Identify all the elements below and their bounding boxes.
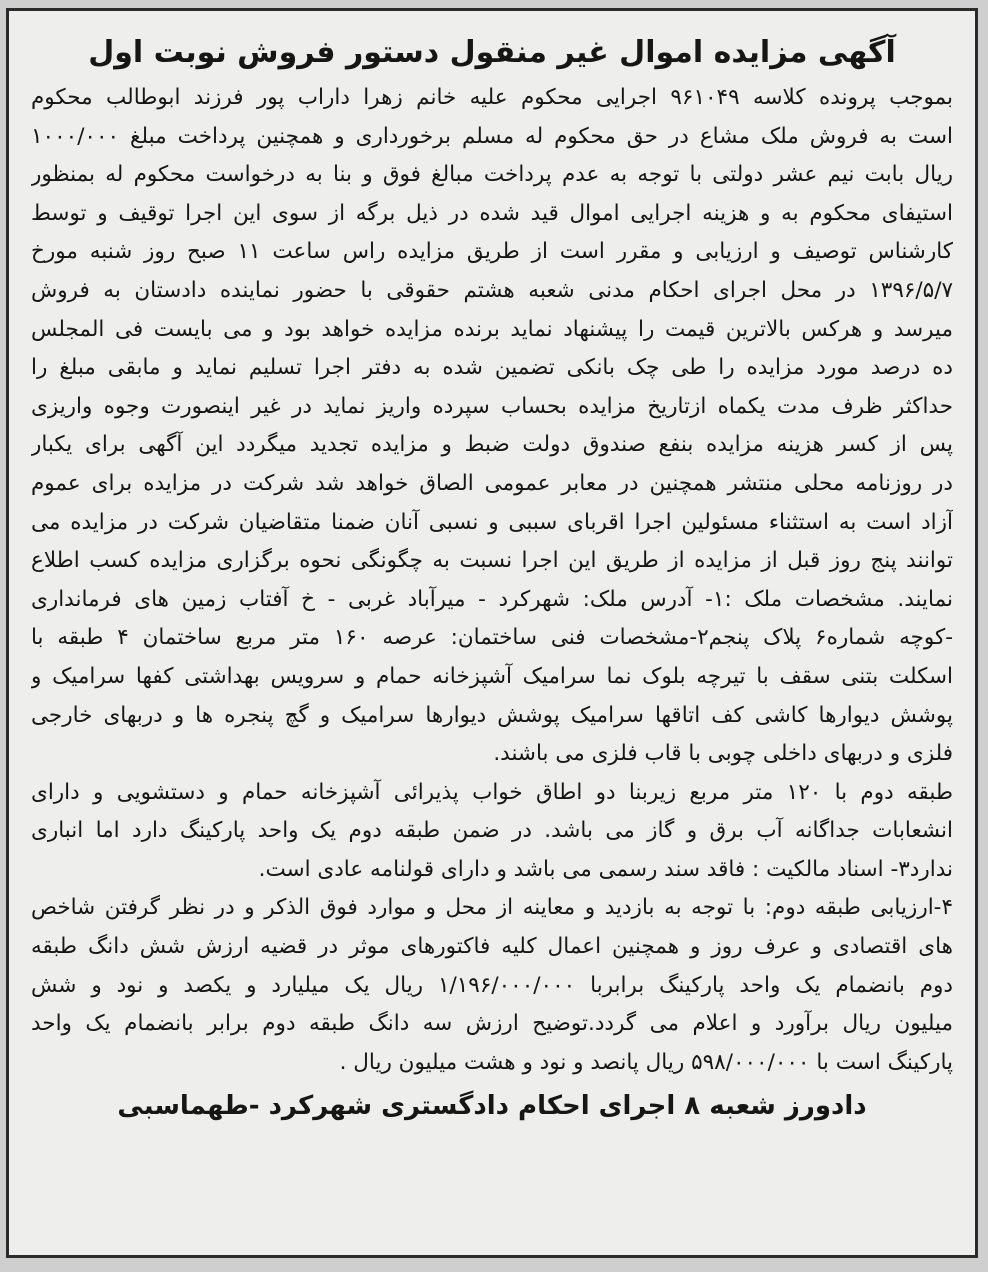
body-line: ۱۳۹۶/۵/۷ در محل اجرای احکام مدنی شعبه هشتم حقوقی با حضور نماینده دادستان به فروش (31, 277, 953, 303)
body-line: در روزنامه محلی منتشر همچنین در معابر عمومی الصاق خواهد شد شرکت در مزایده برای عموم (31, 470, 953, 496)
body-line: توانند پنج روز قبل از مزایده از طریق این اجرا نسبت به چگونگی نحوه برگزاری مزایده کسب اطلاع (31, 548, 953, 574)
body-line: نمایند. مشخصات ملک :۱- آدرس ملک: شهرکرد - میرآباد غربی - خ آفتاب زمین های فرمانداری (31, 586, 953, 612)
body-line: ده درصد مورد مزایده را طی چک بانکی تضمین شده به دفتر اجرا تسلیم نماید و مابقی مبلغ را (31, 355, 953, 381)
body-line: -کوچه شماره۶ پلاک پنجم۲-مشخصات فنی ساختمان: عرصه ۱۶۰ متر مربع ساختمان ۴ طبقه با (31, 625, 953, 651)
notice-signature: دادورز شعبه ۸ اجرای احکام دادگستری شهرکرد -طهماسبی (117, 1091, 867, 1122)
notice-clipping (6, 8, 978, 1258)
notice-body (31, 79, 953, 1082)
body-line: دوم بانضمام یک واحد پارکینگ برابربا ۱/۱۹۶/۰۰۰/۰۰۰ ریال یک میلیارد و یکصد و نود و شش (31, 972, 953, 998)
body-line: حداکثر ظرف مدت یکماه ازتاریخ مزایده بحساب سپرده واریز نماید در غیر اینصورت وجوه واریزی (31, 393, 953, 419)
body-line: فلزی و دربهای داخلی چوبی با قاب فلزی می باشند. (493, 741, 953, 767)
notice-title: آگهی مزایده اموال غیر منقول دستور فروش نوبت اول (88, 35, 896, 70)
body-line: پوشش دیوارها کاشی کف اتاقها سرامیک پوشش دیوارها سرامیک و گچ پنجره ها و دربهای خارجی (31, 702, 953, 728)
body-line: طبقه دوم با ۱۲۰ متر مربع زیربنا دو اطاق خواب پذیرائی آشپزخانه حمام و دستشویی و دارای (31, 779, 953, 805)
body-line: بموجب پرونده کلاسه ۹۶۱۰۴۹ اجرایی محکوم علیه خانم زهرا داراب پور فرزند ابوطالب محکوم (31, 85, 953, 110)
body-line: آزاد است به استثناء مسئولین اجرا اقربای سببی و نسبی آنان ضمنا متقاضیان شرکت در مزایده می (31, 509, 953, 535)
body-line: استیفای محکوم به و هزینه اجرایی اموال قید شده در ذیل برگه از سوی این اجرا توقیف و توسط (31, 200, 953, 226)
body-line: میرسد و هرکس بالاترین قیمت را پیشنهاد نماید برنده مزایده خواهد بود و می بایست فی المجلس (31, 316, 953, 342)
body-line: کارشناس توصیف و ارزیابی و مقرر است از طریق مزایده راس ساعت ۱۱ صبح روز شنبه مورخ (31, 239, 953, 265)
body-line: ندارد۳- اسناد مالکیت : فاقد سند رسمی می باشد و دارای قولنامه عادی است. (258, 856, 953, 882)
body-line: میلیون ریال برآورد و اعلام می گردد.توضیح ارزش سه دانگ طبقه دوم برابر بانضمام یک واحد (31, 1011, 953, 1037)
body-line: است به فروش ملک مشاع در حق محکوم له مسلم برخورداری و همچنین پرداخت مبلغ ۱۰۰۰/۰۰۰ (31, 123, 953, 149)
body-line: های اقتصادی و عرف روز و همچنین اعمال کلیه فاکتورهای موثر در قضیه ارزش شش دانگ طبقه (31, 934, 953, 960)
body-line: پس از کسر هزینه مزایده بنفع صندوق دولت ضبط و مزایده تجدید میگردد این آگهی برای یکبار (31, 432, 953, 458)
body-line: پارکینگ است با ۵۹۸/۰۰۰/۰۰۰ ریال پانصد و نود و هشت میلیون ریال . (339, 1049, 953, 1075)
body-line: انشعابات جداگانه آب برق و گاز می باشد. در ضمن طبقه دوم یک واحد پارکینگ دارد اما انباری (31, 818, 953, 844)
body-line: ریال بابت نیم عشر دولتی با توجه به عدم پرداخت مبالغ فوق و بنا به درخواست محکوم له بمنظور (31, 162, 953, 188)
body-line: ۴-ارزیابی طبقه دوم: با توجه به بازدید و معاینه از محل و موارد فوق الذکر و در نظر گرفتن شاخص (31, 895, 953, 921)
body-line: اسکلت بتنی سقف با تیرچه بلوک نما سرامیک آشپزخانه حمام و سرویس بهداشتی کفها سرامیک و (31, 663, 953, 689)
